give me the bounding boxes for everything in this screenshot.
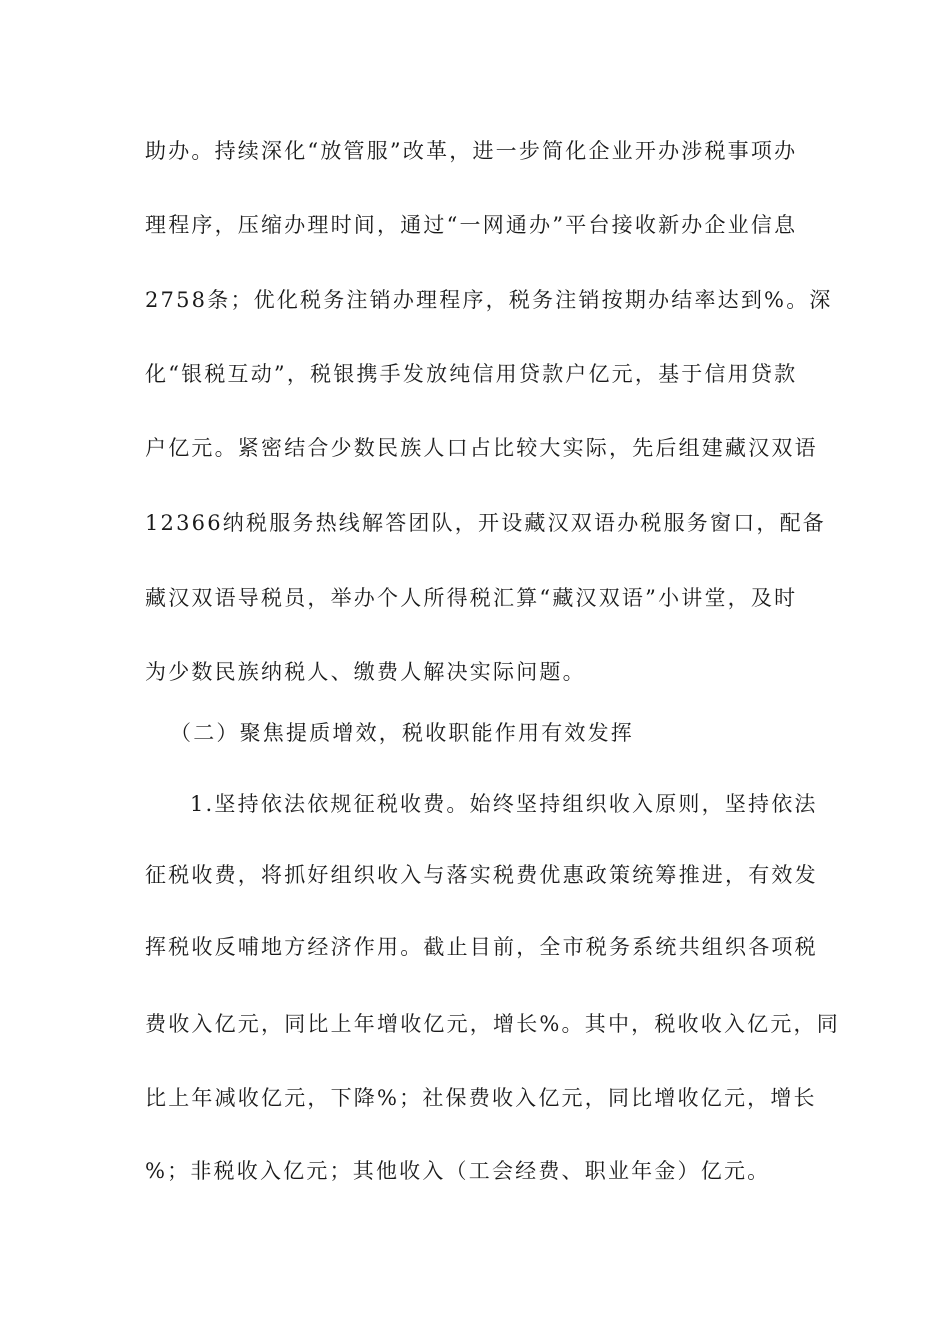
paragraph-line: 助办。持续深化“放管服”改革，进一步简化企业开办涉税事项办 bbox=[145, 139, 798, 163]
paragraph-line: 藏汉双语导税员，举办个人所得税汇算“藏汉双语”小讲堂，及时 bbox=[145, 586, 798, 610]
paragraph-line: 挥税收反哺地方经济作用。截止目前，全市税务系统共组织各项税 bbox=[145, 935, 818, 959]
paragraph-line: 2758条；优化税务注销办理程序，税务注销按期办结率达到%。深 bbox=[145, 288, 833, 312]
paragraph-line: 比上年减收亿元，下降%；社保费收入亿元，同比增收亿元，增长 bbox=[145, 1086, 817, 1110]
paragraph-line: 12366纳税服务热线解答团队，开设藏汉双语办税服务窗口，配备 bbox=[145, 511, 827, 535]
paragraph-line: 户亿元。紧密结合少数民族人口占比较大实际，先后组建藏汉双语 bbox=[145, 436, 818, 460]
paragraph-line: 为少数民族纳税人、缴费人解决实际问题。 bbox=[145, 660, 586, 684]
paragraph-line: 征税收费，将抓好组织收入与落实税费优惠政策统筹推进，有效发 bbox=[145, 863, 818, 887]
paragraph-line: 理程序，压缩办理时间，通过“一网通办”平台接收新办企业信息 bbox=[145, 213, 798, 237]
section-heading: （二）聚焦提质增效，税收职能作用有效发挥 bbox=[170, 721, 634, 745]
paragraph-line: %；非税收入亿元；其他收入（工会经费、职业年金）亿元。 bbox=[145, 1159, 771, 1183]
item-heading: 1.坚持依法依规征税收费。始终坚持组织收入原则，坚持依法 bbox=[190, 792, 818, 816]
paragraph-line: 化“银税互动”，税银携手发放纯信用贷款户亿元，基于信用贷款 bbox=[145, 362, 798, 386]
paragraph-line: 费收入亿元，同比上年增收亿元，增长%。其中，税收收入亿元，同 bbox=[145, 1012, 840, 1036]
